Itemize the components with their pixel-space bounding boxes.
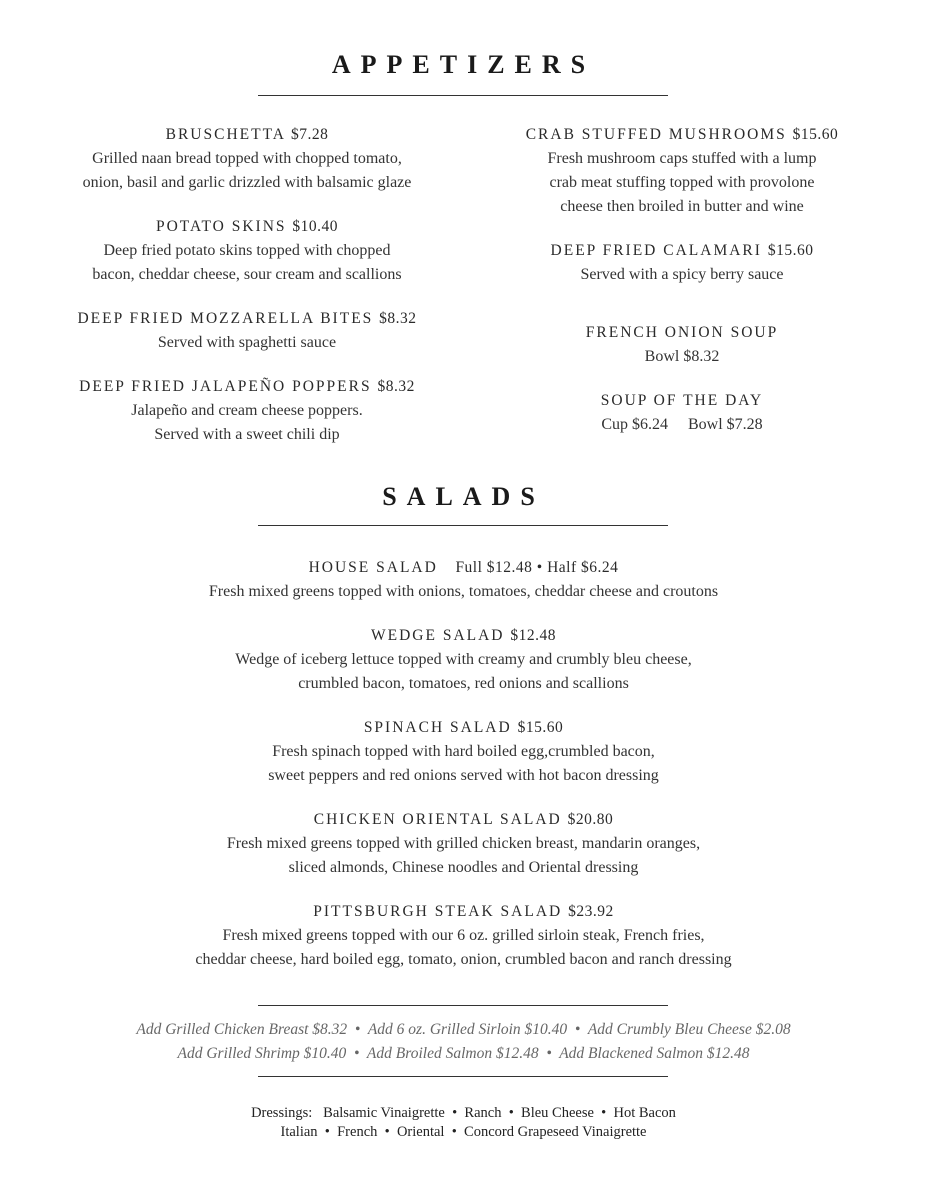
item-name: DEEP FRIED JALAPEÑO POPPERS [79, 378, 372, 395]
item-name: WEDGE SALAD [371, 627, 505, 644]
menu-item-bruschetta [40, 123, 454, 195]
item-description: cheese then broiled in butter and wine [560, 198, 804, 215]
item-name: CRAB STUFFED MUSHROOMS [525, 126, 787, 143]
item-description: bacon, cheddar cheese, sour cream and scallions [92, 266, 402, 283]
item-price: $8.32 [379, 310, 417, 327]
item-price: Bowl $8.32 [644, 348, 720, 365]
item-price: $8.32 [377, 378, 415, 395]
appetizers-rule [258, 95, 668, 96]
item-description: Fresh mushroom caps stuffed with a lump [547, 150, 817, 167]
item-name: DEEP FRIED CALAMARI [550, 242, 762, 259]
addons-top-rule [258, 1005, 668, 1006]
item-description: Fresh mixed greens topped with onions, tomatoes, cheddar cheese and croutons [208, 583, 719, 600]
item-description: crab meat stuffing topped with provolone [549, 174, 815, 191]
appetizers-title: APPETIZERS [331, 50, 596, 79]
salads-rule [258, 525, 668, 526]
menu-item-house-salad [0, 556, 927, 604]
menu-item-french-onion-soup [478, 321, 886, 369]
item-price: Full $12.48 • Half $6.24 [455, 559, 619, 576]
item-description: Jalapeño and cream cheese poppers. [131, 402, 363, 419]
salad-addons [0, 1018, 927, 1066]
item-name: HOUSE SALAD [308, 559, 438, 576]
dressings-options: Balsamic Vinaigrette • Ranch • Bleu Cheese • Hot Bacon [323, 1105, 676, 1121]
appetizers-right-column [478, 123, 886, 437]
dressings-label: Dressings: [251, 1105, 313, 1121]
item-description: Fresh spinach topped with hard boiled egg,crumbled bacon, [272, 743, 655, 760]
item-price: $7.28 [291, 126, 329, 143]
menu-item-potato-skins [40, 215, 454, 287]
salads-title: SALADS [382, 482, 545, 511]
item-name: POTATO SKINS [155, 218, 287, 235]
menu-item-calamari [478, 239, 886, 287]
item-description: sweet peppers and red onions served with hot bacon dressing [268, 767, 659, 784]
item-description: sliced almonds, Chinese noodles and Oriental dressing [288, 859, 639, 876]
menu-item-chicken-oriental-salad [0, 808, 927, 880]
item-price: $15.60 [792, 126, 839, 143]
menu-item-jalapeno-poppers [40, 375, 454, 447]
addons-bottom-rule [258, 1076, 668, 1077]
item-description: Fresh mixed greens topped with grilled chicken breast, mandarin oranges, [226, 835, 701, 852]
item-price: Cup $6.24 Bowl $7.28 [601, 416, 763, 433]
item-name: SOUP OF THE DAY [600, 392, 764, 409]
dressings-options: Italian • French • Oriental • Concord Grapeseed Vinaigrette [280, 1124, 647, 1140]
item-price: $10.40 [292, 218, 339, 235]
item-name: SPINACH SALAD [363, 719, 512, 736]
item-description: Wedge of iceberg lettuce topped with creamy and crumbly bleu cheese, [235, 651, 692, 668]
item-description: Deep fried potato skins topped with chopped [103, 242, 391, 259]
salads-list [0, 556, 927, 972]
item-description: Fresh mixed greens topped with our 6 oz. grilled sirloin steak, French fries, [222, 927, 705, 944]
menu-item-crab-stuffed-mushrooms [478, 123, 886, 219]
addons-line: Add Grilled Chicken Breast $8.32 • Add 6 oz. Grilled Sirloin $10.40 • Add Crumbly Bleu Cheese $2.08 [136, 1021, 791, 1038]
menu-item-soup-of-the-day [478, 389, 886, 437]
menu-item-pittsburgh-steak-salad [0, 900, 927, 972]
item-price: $15.60 [517, 719, 564, 736]
item-price: $23.92 [568, 903, 614, 920]
appetizers-left-column [40, 123, 454, 447]
menu-item-spinach-salad [0, 716, 927, 788]
item-name: BRUSCHETTA [165, 126, 286, 143]
item-description: onion, basil and garlic drizzled with balsamic glaze [82, 174, 412, 191]
item-price: $12.48 [510, 627, 556, 644]
item-description: cheddar cheese, hard boiled egg, tomato, onion, crumbled bacon and ranch dressing [195, 951, 732, 968]
item-description: crumbled bacon, tomatoes, red onions and scallions [298, 675, 629, 692]
item-description: Served with a sweet chili dip [154, 426, 340, 443]
item-name: PITTSBURGH STEAK SALAD [313, 903, 563, 920]
addons-line: Add Grilled Shrimp $10.40 • Add Broiled Salmon $12.48 • Add Blackened Salmon $12.48 [177, 1045, 750, 1062]
item-description: Served with spaghetti sauce [157, 334, 337, 351]
item-price: $20.80 [567, 811, 614, 828]
dressings-list [0, 1104, 927, 1142]
menu-item-mozzarella-bites [40, 307, 454, 355]
item-price: $15.60 [767, 242, 814, 259]
item-name: DEEP FRIED MOZZARELLA BITES [77, 310, 374, 327]
item-name: FRENCH ONION SOUP [585, 324, 779, 341]
dressings-line [0, 1104, 927, 1123]
item-description: Grilled naan bread topped with chopped tomato, [92, 150, 402, 167]
item-description: Served with a spicy berry sauce [580, 266, 784, 283]
item-name: CHICKEN ORIENTAL SALAD [313, 811, 562, 828]
menu-item-wedge-salad [0, 624, 927, 696]
